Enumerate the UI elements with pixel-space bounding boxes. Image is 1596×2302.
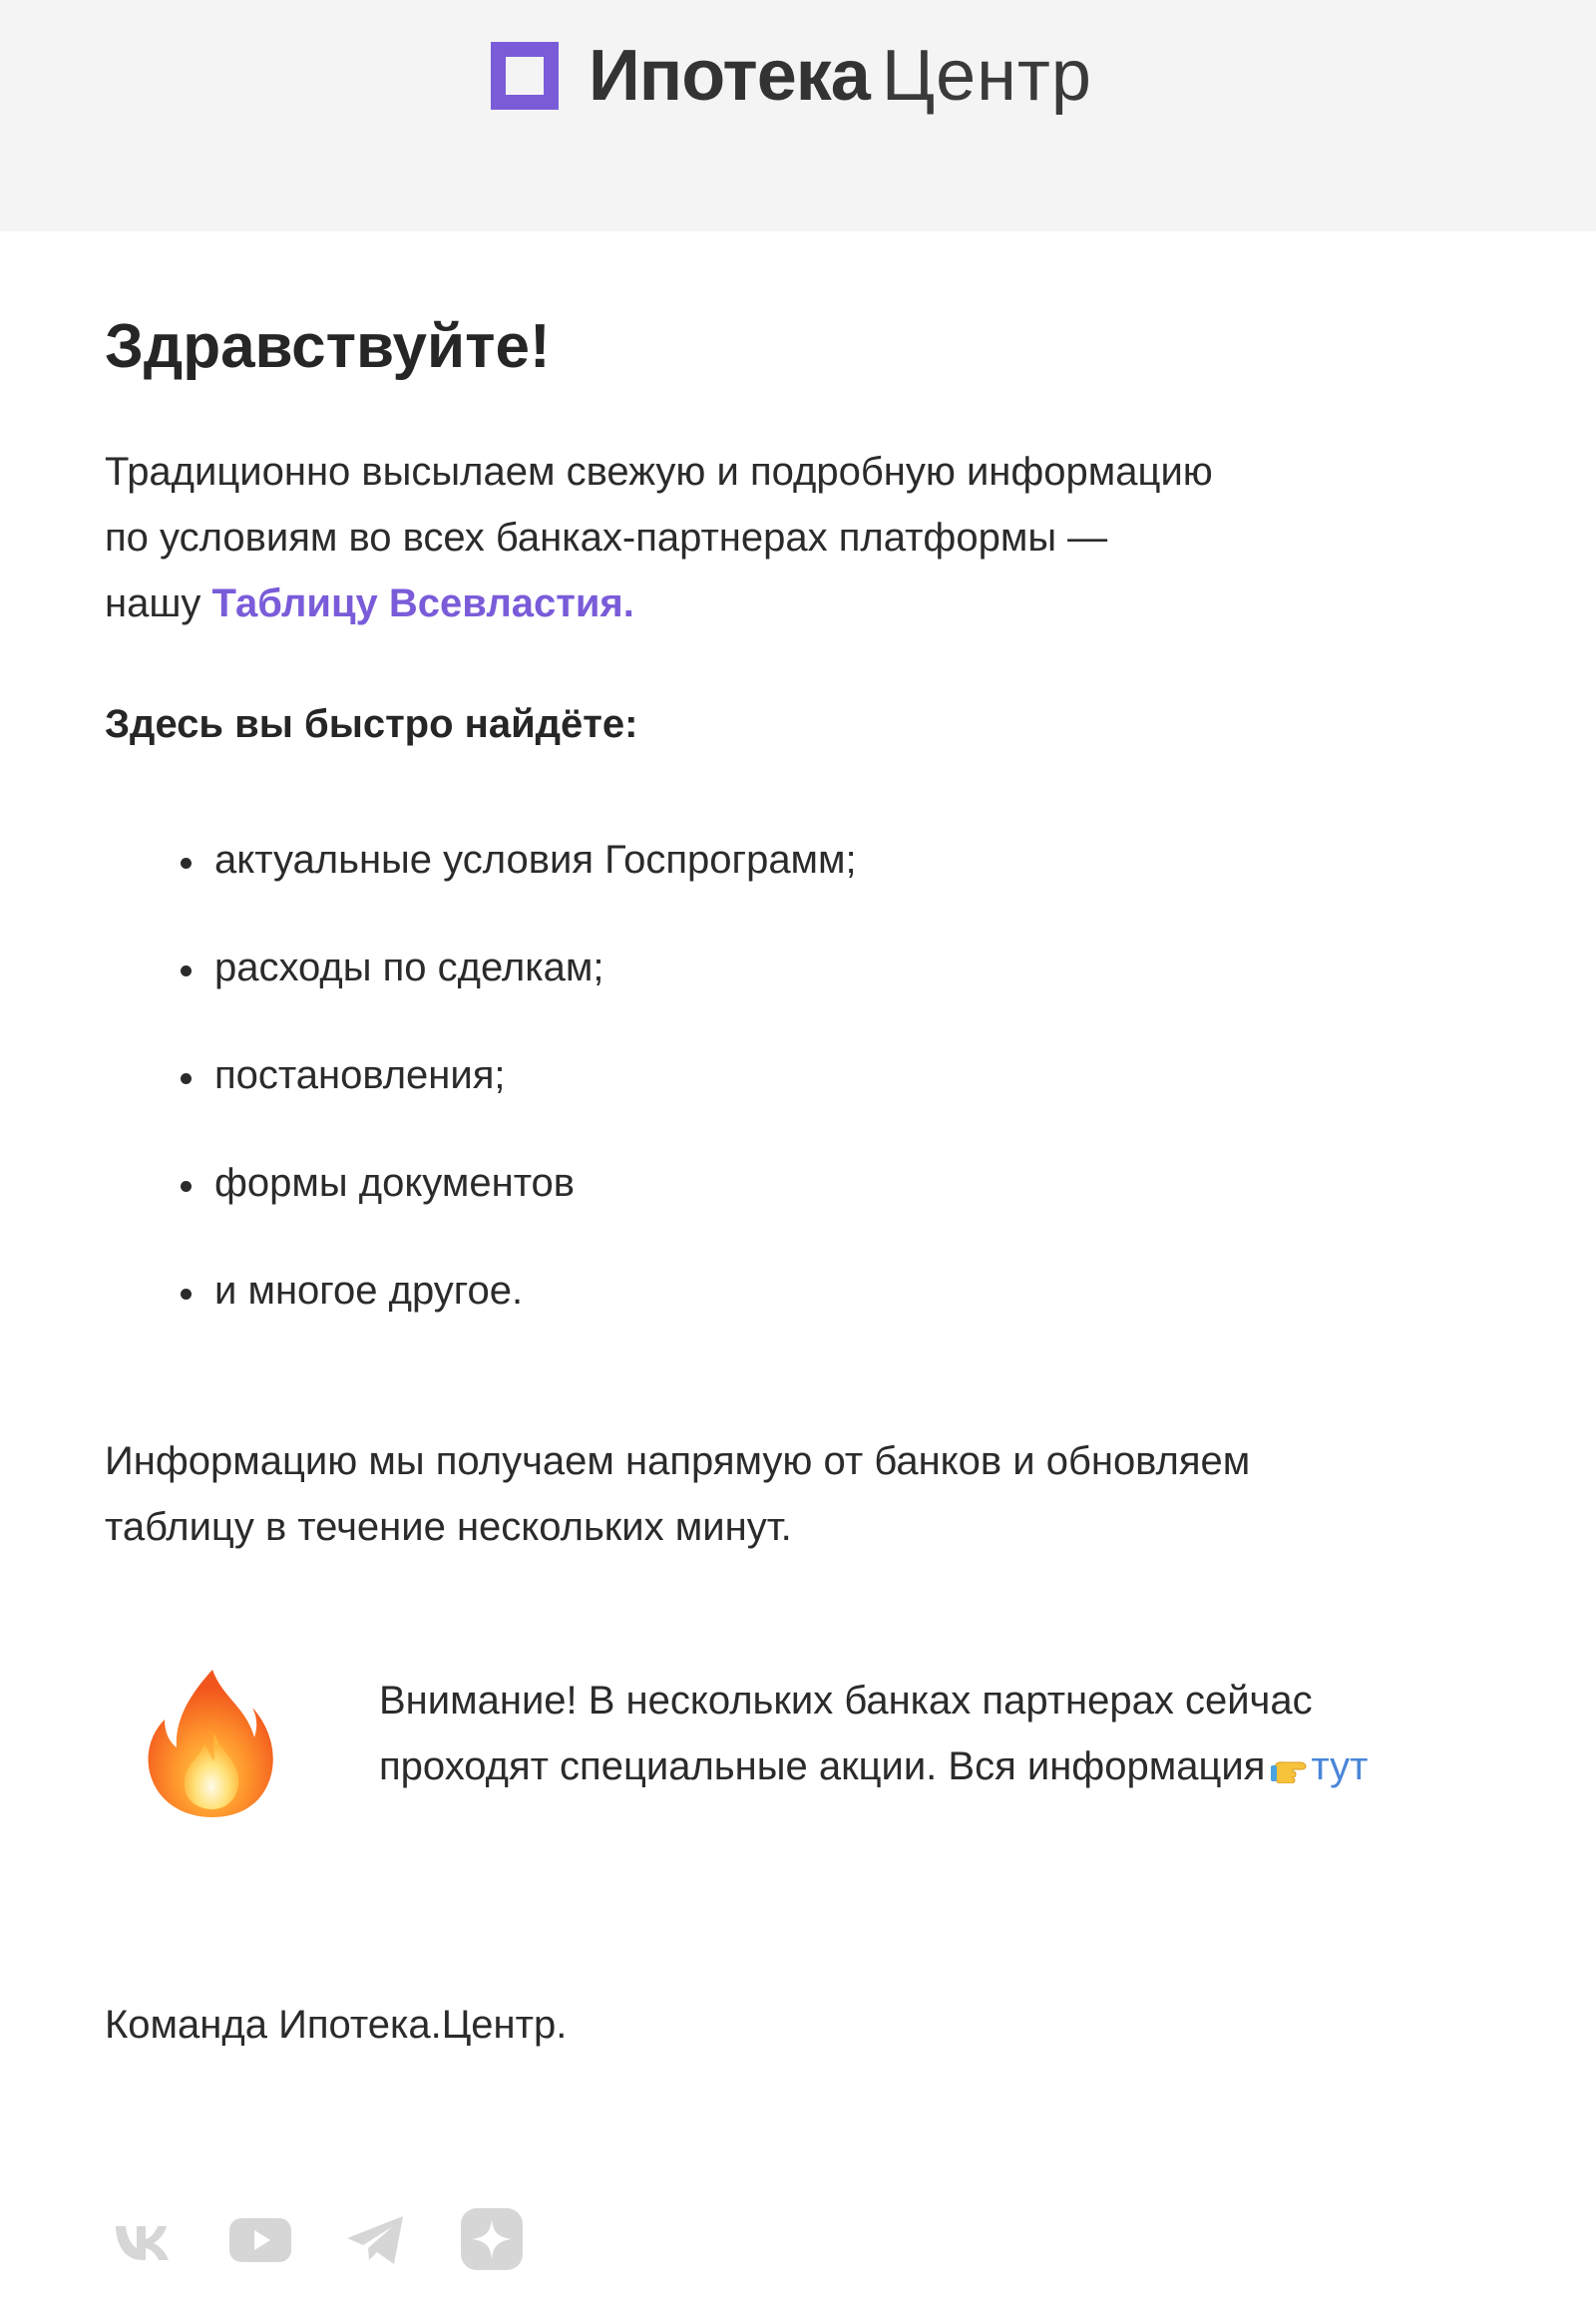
intro-line-1: Традиционно высылаем свежую и подробную информацию (105, 450, 1213, 494)
list-item: и многое другое. (175, 1261, 857, 1368)
list-item: расходы по сделкам; (175, 938, 857, 1045)
promo-line-2 (379, 1733, 1368, 1799)
pointing-hand-icon (1271, 1753, 1311, 1783)
telegram-icon[interactable] (341, 2208, 411, 2270)
info-line-2: таблицу в течение нескольких минут. (105, 1505, 792, 1549)
youtube-icon[interactable] (225, 2208, 295, 2270)
info-paragraph (105, 1428, 1501, 1560)
promo-block (145, 1668, 1541, 1837)
intro-line-2: по условиям во всех банках-партнерах платформы — (105, 516, 1108, 560)
intro-line-3 (105, 571, 1401, 636)
fire-icon (145, 1668, 279, 1819)
logo-square-icon (491, 42, 559, 110)
table-link[interactable]: Таблицу Всевластия. (211, 581, 634, 625)
brand-logo[interactable] (491, 36, 1092, 116)
zen-icon[interactable] (457, 2208, 527, 2270)
brand-name-light: Центр (881, 36, 1092, 116)
social-links (110, 2204, 573, 2274)
greeting-heading: Здравствуйте! (105, 312, 551, 381)
promo-link[interactable]: тут (1311, 1744, 1369, 1788)
intro-line-3-prefix: нашу (105, 581, 212, 625)
email-header (0, 0, 1596, 231)
list-item: формы документов (175, 1153, 857, 1261)
intro-paragraph (105, 439, 1401, 636)
features-title: Здесь вы быстро найдёте: (105, 702, 638, 746)
info-line-1: Информацию мы получаем напрямую от банков и обновляем (105, 1439, 1251, 1483)
signature: Команда Ипотека.Центр. (105, 2003, 568, 2047)
list-item: актуальные условия Госпрограмм; (175, 830, 857, 938)
promo-text (379, 1668, 1368, 1799)
vk-icon[interactable] (110, 2208, 180, 2270)
promo-line-2-text: проходят специальные акции. Вся информация (379, 1744, 1266, 1788)
promo-line-1: Внимание! В нескольких банках партнерах сейчас (379, 1679, 1313, 1723)
features-list (175, 830, 857, 1368)
list-item: постановления; (175, 1045, 857, 1153)
brand-name-bold: Ипотека (589, 36, 870, 116)
